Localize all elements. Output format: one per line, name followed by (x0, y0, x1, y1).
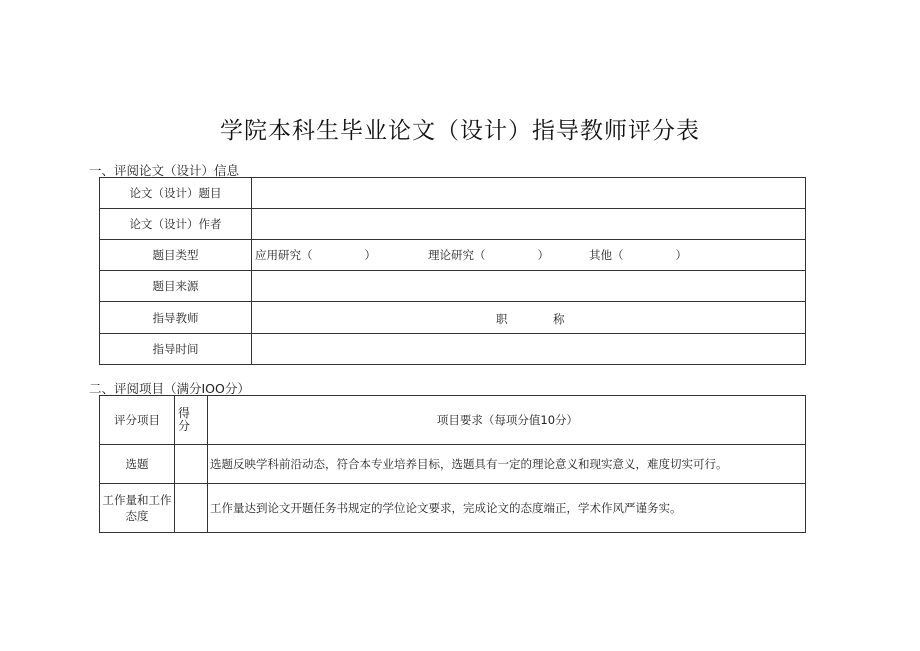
info-row-type (100, 240, 806, 271)
eval-row-topic (100, 445, 806, 484)
label-advising-time: 指导时间 (100, 334, 252, 365)
evaluation-table (99, 395, 806, 533)
option-theory-research[interactable] (428, 247, 549, 263)
item-workload: 工作量和工作态度 (100, 484, 175, 533)
option-applied-open: 应用研究（ (255, 248, 313, 262)
header-score-char2: 分 (178, 419, 191, 433)
score-topic[interactable] (175, 445, 208, 484)
option-theory-open: 理论研究（ (428, 248, 486, 262)
page-title: 学院本科生毕业论文（设计）指导教师评分表 (220, 118, 700, 144)
info-row-advisor (100, 302, 806, 334)
header-score-char1: 得 (178, 406, 191, 420)
label-rank-char1: 职 (496, 312, 508, 326)
field-thesis-title[interactable] (252, 178, 806, 209)
option-theory-close: ） (537, 248, 549, 262)
field-topic-source[interactable] (252, 271, 806, 302)
info-row-author (100, 209, 806, 240)
field-thesis-author[interactable] (252, 209, 806, 240)
score-workload[interactable] (175, 484, 208, 533)
label-advisor: 指导教师 (100, 302, 252, 334)
eval-row-workload (100, 484, 806, 533)
info-row-time (100, 334, 806, 365)
field-topic-type (252, 240, 806, 271)
label-thesis-author: 论文（设计）作者 (100, 209, 252, 240)
requirement-workload: 工作量达到论文开题任务书规定的学位论文要求，完成论文的态度端正，学术作风严谨务实。 (208, 484, 806, 533)
label-thesis-title: 论文（设计）题目 (100, 178, 252, 209)
option-applied-research[interactable] (255, 247, 376, 263)
item-topic: 选题 (100, 445, 175, 484)
label-rank-char2: 称 (553, 312, 565, 326)
option-other-open: 其他（ (589, 248, 624, 262)
header-item: 评分项目 (100, 396, 175, 445)
info-row-source (100, 271, 806, 302)
info-row-title (100, 178, 806, 209)
option-applied-close: ） (364, 248, 376, 262)
label-topic-type: 题目类型 (100, 240, 252, 271)
section2-heading: 二、评阅项目（满分IOO分） (89, 381, 250, 396)
thesis-info-table (99, 177, 806, 365)
option-other-close: ） (675, 248, 687, 262)
requirement-topic: 选题反映学科前沿动态，符合本专业培养目标，选题具有一定的理论意义和现实意义，难度切实可行。 (208, 445, 806, 484)
field-advising-time[interactable] (252, 334, 806, 365)
field-advisor[interactable] (252, 302, 806, 334)
eval-header-row (100, 396, 806, 445)
section1-heading: 一、评阅论文（设计）信息 (89, 163, 240, 178)
header-requirement: 项目要求（每项分值10分） (208, 396, 806, 445)
label-topic-source: 题目来源 (100, 271, 252, 302)
header-score (175, 396, 208, 445)
option-other[interactable] (589, 247, 687, 263)
